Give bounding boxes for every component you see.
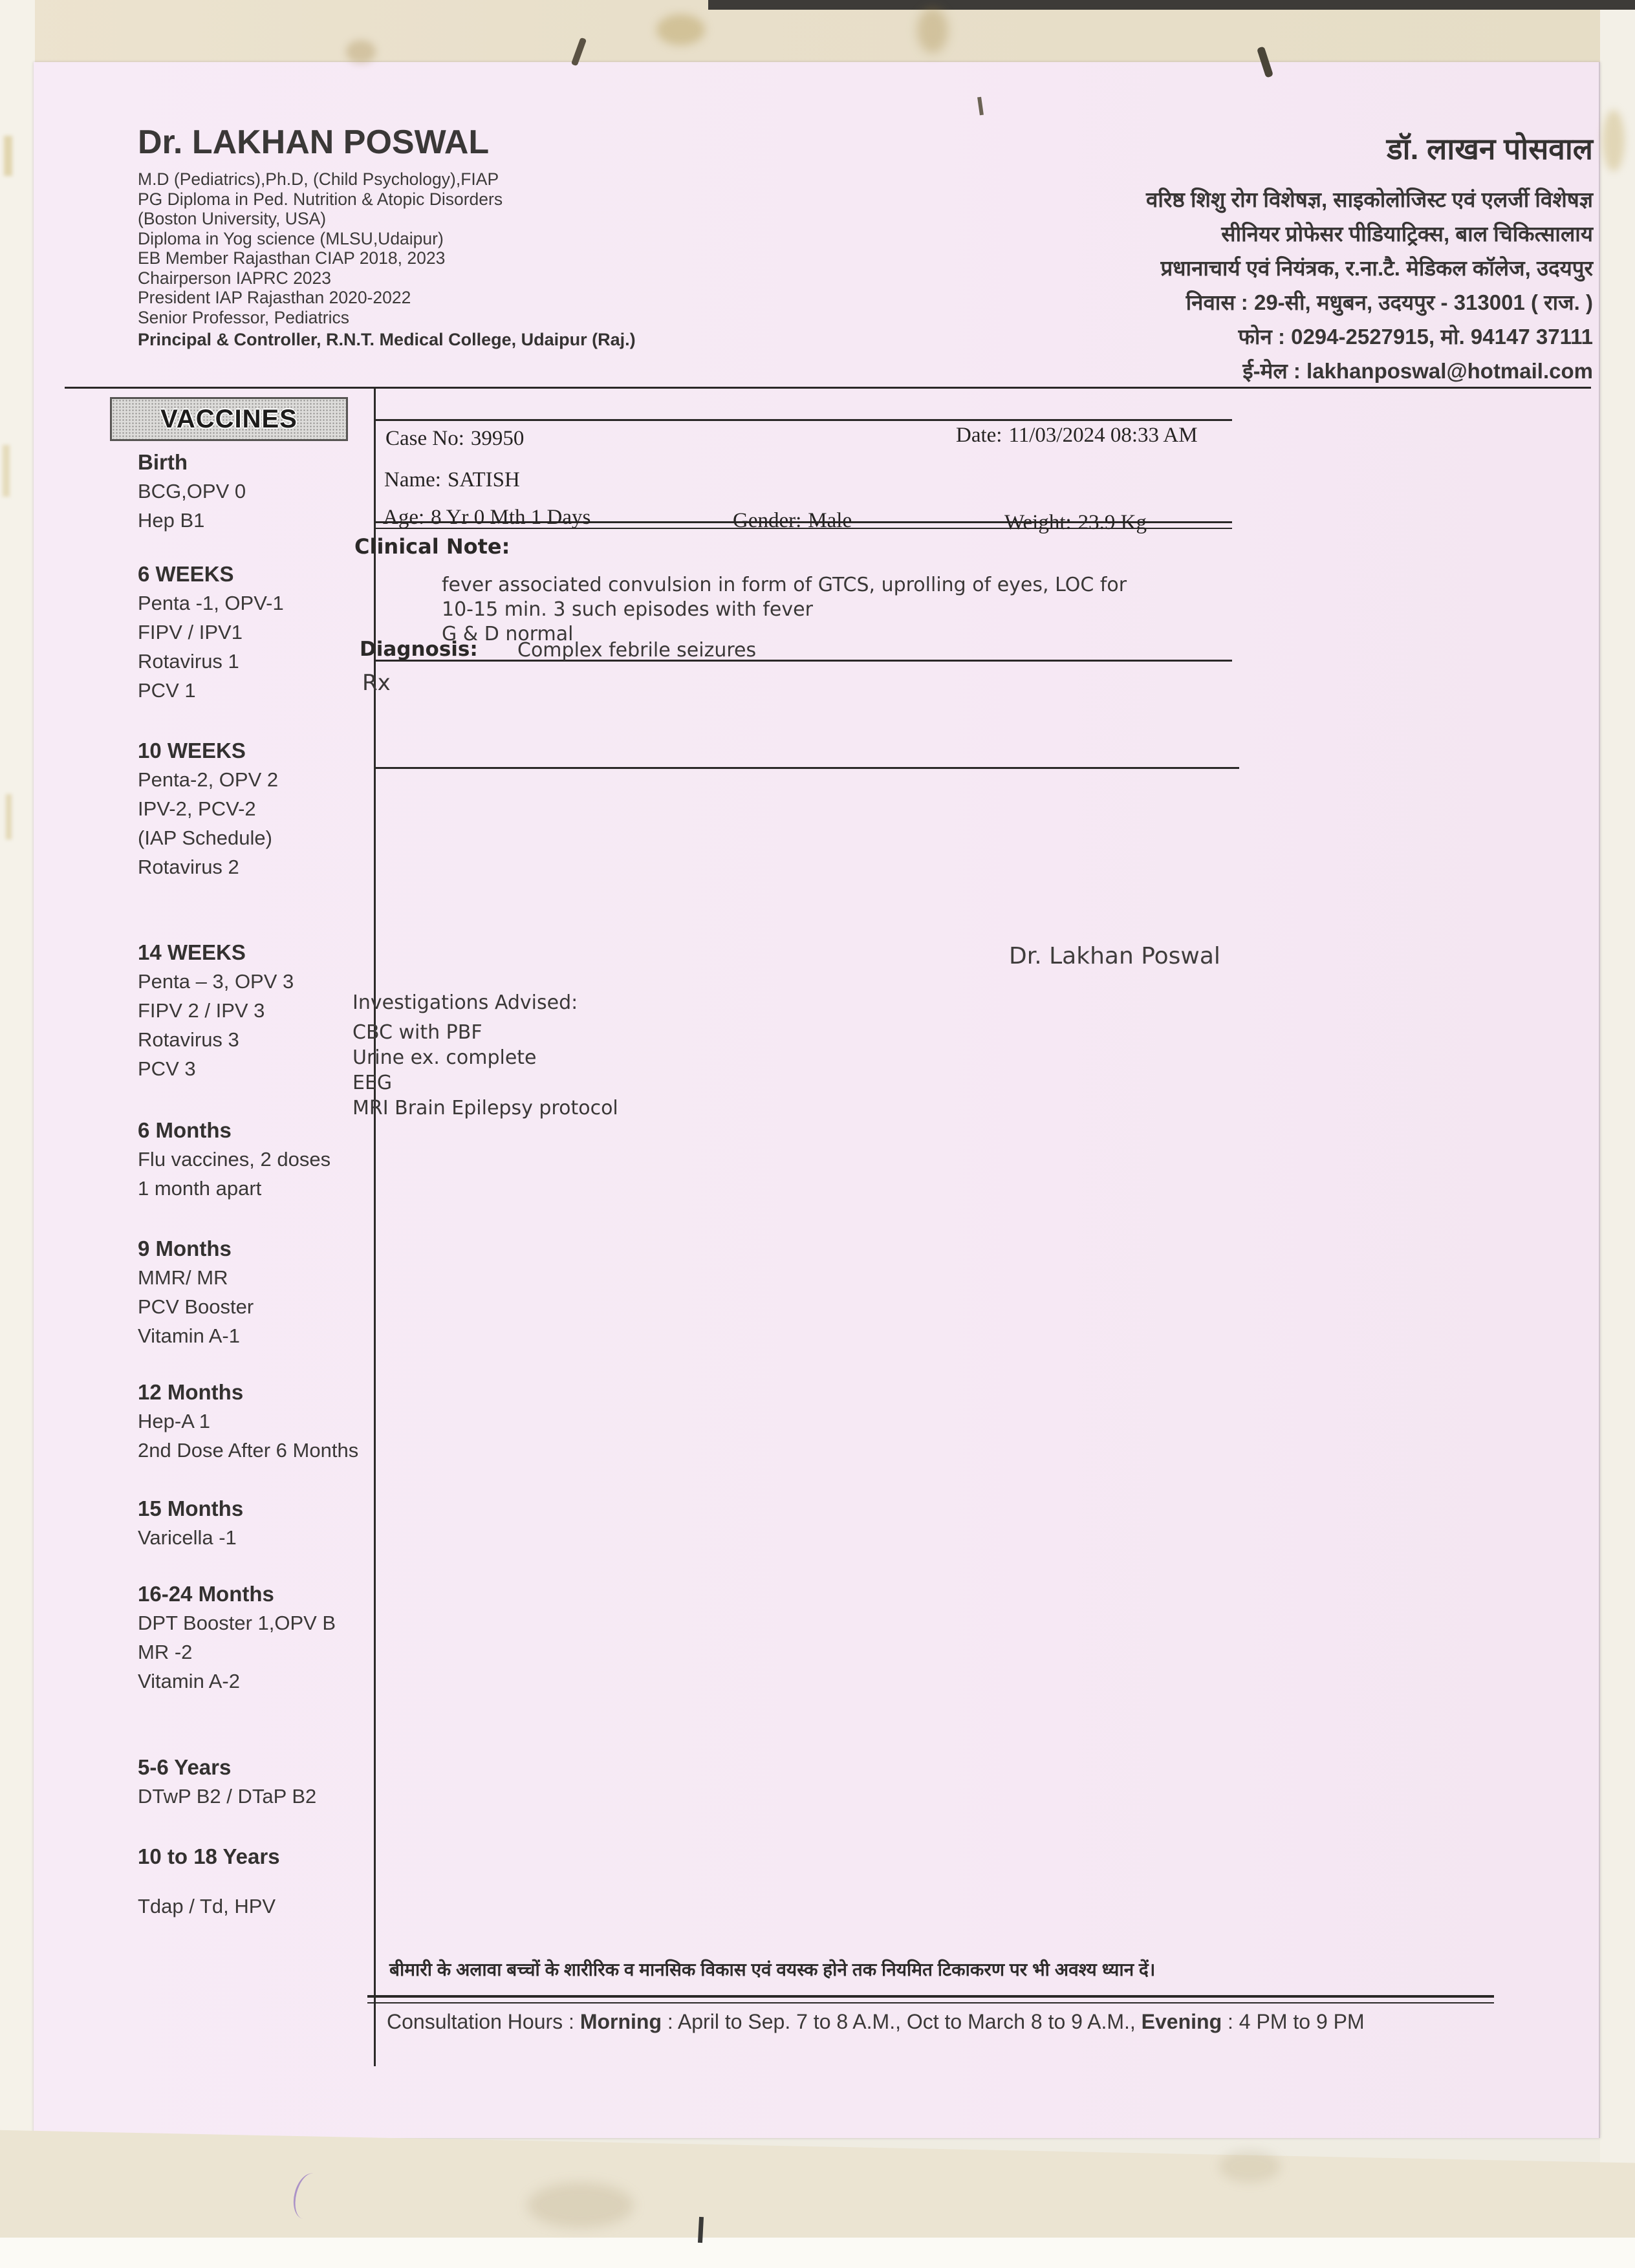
doctor-info-line-hi: प्रधानाचार्य एवं नियंत्रक, र.ना.टै. मेडिकल कॉलेज, उदयपुर — [1160, 256, 1593, 280]
doctor-info-line-hi: ई-मेल : lakhanposwal@hotmail.com — [1242, 359, 1593, 383]
patient-name-field — [384, 468, 520, 492]
gender-field — [733, 509, 852, 533]
vaccine-item: MR -2 — [138, 1641, 193, 1663]
scan-margin-right — [1600, 0, 1635, 2268]
credential-line: PG Diploma in Ped. Nutrition & Atopic Disorders — [138, 189, 503, 209]
rule-footer-b — [367, 2002, 1494, 2003]
doctor-info-line-hi: निवास : 29-सी, मधुबन, उदयपुर - 313001 ( राज. ) — [1186, 290, 1593, 314]
vaccine-item: 1 month apart — [138, 1177, 262, 1200]
vaccine-schedule-sidebar — [138, 448, 377, 1921]
clinical-note-heading: Clinical Note: — [354, 534, 510, 559]
date-label: Date: — [956, 424, 1002, 447]
vaccine-item: FIPV 2 / IPV 3 — [138, 999, 265, 1022]
doctor-info-line-hi: फोन : 0294-2527915, मो. 94147 37111 — [1238, 325, 1593, 349]
vaccine-section-heading: 10 to 18 Years — [138, 1844, 280, 1868]
vaccine-section — [138, 1116, 377, 1203]
case-number-field — [385, 427, 524, 451]
clinical-note-line: 10-15 min. 3 such episodes with fever — [442, 598, 813, 621]
vaccine-item: Varicella -1 — [138, 1526, 237, 1549]
clinical-note-line: G & D normal — [442, 623, 574, 645]
vaccine-item: Flu vaccines, 2 doses — [138, 1148, 331, 1171]
vaccine-section-heading: 9 Months — [138, 1237, 232, 1260]
vaccine-section — [138, 448, 377, 535]
credential-line: Senior Professor, Pediatrics — [138, 307, 349, 327]
investigation-item: Urine ex. complete — [352, 1046, 537, 1069]
investigation-item: MRI Brain Epilepsy protocol — [352, 1097, 618, 1119]
patient-name-label: Name: — [384, 468, 441, 491]
credential-line: EB Member Rajasthan CIAP 2018, 2023 — [138, 248, 446, 268]
vaccine-section — [138, 938, 377, 1083]
vaccine-section-heading: 14 WEEKS — [138, 940, 246, 964]
vaccines-title-badge — [110, 397, 348, 441]
investigation-item: EEG — [352, 1072, 393, 1094]
vaccine-item: Vitamin A-2 — [138, 1670, 240, 1692]
doctor-principal-line: Principal & Controller, R.N.T. Medical College, Udaipur (Raj.) — [138, 330, 636, 349]
vaccine-item: PCV Booster — [138, 1295, 254, 1318]
vaccine-section — [138, 1234, 377, 1350]
case-number-label: Case No: — [385, 427, 464, 450]
vaccine-section — [138, 1579, 377, 1696]
credential-line: M.D (Pediatrics),Ph.D, (Child Psychology),FIAP — [138, 169, 499, 189]
vaccine-item: Penta-2, OPV 2 — [138, 768, 279, 791]
vaccine-item: PCV 1 — [138, 679, 196, 702]
consultation-segment-bold: Evening — [1141, 2010, 1222, 2033]
vaccine-item: Hep B1 — [138, 509, 205, 532]
vaccine-item: DPT Booster 1,OPV B — [138, 1612, 336, 1634]
weight-label: Weight: — [1004, 511, 1072, 534]
vaccine-section-heading: 16-24 Months — [138, 1582, 274, 1606]
credential-line: (Boston University, USA) — [138, 209, 327, 228]
vaccine-item: DTwP B2 / DTaP B2 — [138, 1785, 317, 1808]
vaccine-item: Rotavirus 2 — [138, 856, 239, 878]
consultation-segment: Consultation Hours : — [387, 2010, 580, 2033]
age-field — [383, 506, 590, 530]
vaccine-item: Penta – 3, OPV 3 — [138, 970, 294, 993]
scanner-backdrop-top — [0, 0, 1635, 65]
vaccine-item: FIPV / IPV1 — [138, 621, 243, 643]
vaccine-section — [138, 1753, 377, 1811]
credential-line: President IAP Rajasthan 2020-2022 — [138, 288, 411, 307]
consultation-segment: : 4 PM to 9 PM — [1222, 2010, 1365, 2033]
doctor-name-hindi: डॉ. लाखन पोसवाल — [1387, 132, 1593, 166]
consultation-segment: : April to Sep. 7 to 8 A.M., Oct to March 8 to 9 A.M., — [662, 2010, 1142, 2033]
case-number-value: 39950 — [470, 427, 525, 450]
consultation-hours-line — [387, 2010, 1365, 2034]
patient-name-value: SATISH — [447, 468, 520, 491]
gender-label: Gender: — [733, 509, 802, 532]
vaccine-section-heading: Birth — [138, 450, 188, 474]
vaccine-section-heading: 6 WEEKS — [138, 562, 234, 586]
vaccine-item: Hep-A 1 — [138, 1410, 211, 1432]
vaccine-item: Rotavirus 3 — [138, 1028, 239, 1051]
investigation-item: CBC with PBF — [352, 1021, 482, 1044]
header-left — [138, 123, 882, 351]
footer-advice-hindi: बीमारी के अलावा बच्चों के शारीरिक व मानसिक विकास एवं वयस्क होने तक नियमित टिकाकरण पर भी अवश्य ध्यान दें। — [389, 1960, 1156, 1980]
investigations-list — [352, 1020, 618, 1121]
date-field — [956, 424, 1198, 448]
vaccine-section-heading: 10 WEEKS — [138, 739, 246, 762]
investigations-heading: Investigations Advised: — [352, 991, 578, 1014]
vaccine-section — [138, 559, 377, 705]
vaccine-section — [138, 1892, 377, 1921]
rule-patient-top — [375, 419, 1232, 421]
vaccine-section — [138, 1494, 377, 1552]
vaccine-item: 2nd Dose After 6 Months — [138, 1439, 359, 1462]
vaccine-item: MMR/ MR — [138, 1266, 228, 1289]
vaccine-item: Tdap / Td, HPV — [138, 1895, 276, 1917]
scan-margin-left — [0, 0, 35, 2268]
header-divider-rule — [65, 387, 1591, 389]
scanner-backdrop-bottom-white — [0, 2238, 1635, 2268]
vaccine-section — [138, 736, 377, 881]
doctor-signature: Dr. Lakhan Poswal — [1009, 943, 1220, 969]
age-label: Age: — [383, 506, 425, 529]
vaccine-item: (IAP Schedule) — [138, 826, 272, 849]
diagnosis-label: Diagnosis: — [360, 638, 478, 661]
scanner-dark-band — [708, 0, 1635, 10]
credential-line: Diploma in Yog science (MLSU,Udaipur) — [138, 228, 444, 248]
vaccine-section-heading: 5-6 Years — [138, 1755, 232, 1779]
doctor-info-line-hi: सीनियर प्रोफेसर पीडियाट्रिक्स, बाल चिकित्सालाय — [1221, 222, 1593, 246]
vaccine-item: Vitamin A-1 — [138, 1324, 240, 1347]
doctor-name-english: Dr. LAKHAN POSWAL — [138, 124, 490, 161]
weight-field — [1004, 511, 1147, 535]
gender-value: Male — [808, 509, 852, 532]
rule-diagnosis-bottom — [375, 660, 1232, 662]
vaccine-section-heading: 12 Months — [138, 1380, 244, 1404]
rx-label: Rx — [362, 670, 391, 696]
clinical-note-line: fever associated convulsion in form of GTCS, uprolling of eyes, LOC for — [442, 574, 1127, 596]
doctor-info-hindi — [870, 182, 1593, 388]
rule-rx-bottom — [375, 767, 1239, 769]
diagnosis-value: Complex febrile seizures — [517, 639, 757, 662]
vaccine-item: Rotavirus 1 — [138, 650, 239, 673]
credential-line: Chairperson IAPRC 2023 — [138, 268, 332, 288]
age-value: 8 Yr 0 Mth 1 Days — [431, 506, 591, 529]
date-value: 11/03/2024 08:33 AM — [1008, 424, 1198, 447]
doctor-credentials — [138, 169, 882, 327]
vaccine-section-heading: 15 Months — [138, 1496, 244, 1520]
vaccines-title: VACCINES — [160, 404, 298, 433]
vaccine-item: BCG,OPV 0 — [138, 480, 246, 502]
clinical-note-text — [442, 573, 1127, 647]
weight-value: 23.9 Kg — [1077, 511, 1147, 534]
vaccine-section — [138, 1377, 377, 1465]
vaccine-section-heading: 6 Months — [138, 1118, 232, 1142]
rule-footer-a — [367, 1995, 1494, 1998]
header-right — [870, 128, 1593, 388]
vaccine-item: Penta -1, OPV-1 — [138, 592, 284, 614]
consultation-segment-bold: Morning — [579, 2010, 662, 2033]
vaccine-item: PCV 3 — [138, 1057, 196, 1080]
doctor-info-line-hi: वरिष्ठ शिशु रोग विशेषज्ञ, साइकोलोजिस्ट एवं एलर्जी विशेषज्ञ — [1146, 188, 1593, 211]
vaccine-item: IPV-2, PCV-2 — [138, 797, 256, 820]
vaccine-section — [138, 1842, 377, 1871]
